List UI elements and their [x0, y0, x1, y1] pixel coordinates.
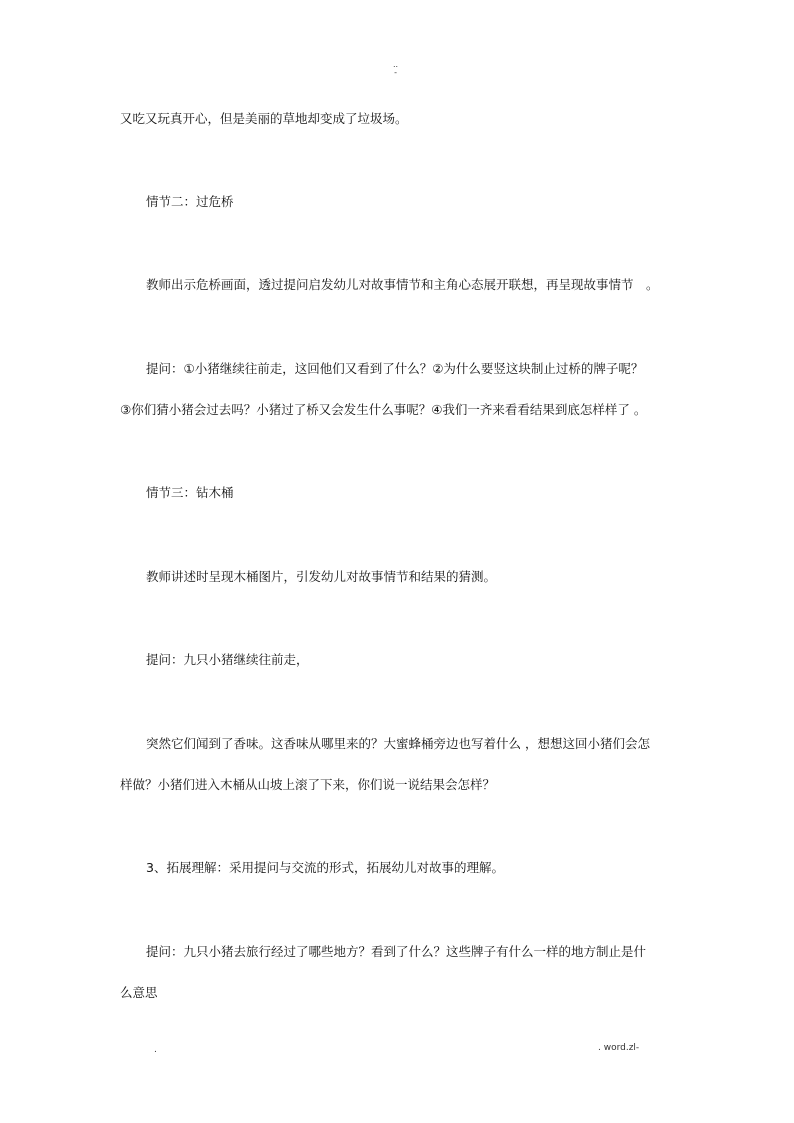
- page-header-mark: [393, 61, 398, 77]
- paragraph-line: 提问：①小猪继续往前走，这回他们又看到了什么？②为什么要竖这块制止过桥的牌子呢？: [146, 361, 644, 376]
- paragraph-line: ③你们猜小猪会过去吗？小猪过了桥又会发生什么事呢？④我们一齐来看看结果到底怎样样了 。: [120, 402, 647, 417]
- footer-left-mark: .: [154, 1045, 157, 1055]
- section-heading: 情节二：过危桥: [146, 194, 234, 209]
- header-mark-top: ..: [393, 60, 399, 69]
- section-heading: 情节三：钻木桶: [146, 485, 234, 500]
- paragraph-line: 教师出示危桥画面，透过提问启发幼儿对故事情节和主角心态展开联想，再呈现故事情节 。: [146, 277, 659, 292]
- paragraph-line: 又吃又玩真开心，但是美丽的草地却变成了垃圾场。: [120, 111, 408, 126]
- paragraph-line: 样做？小猪们进入木桶从山坡上滚了下来，你们说一说结果会怎样？: [120, 777, 496, 792]
- paragraph-line: 提问：九只小猪去旅行经过了哪些地方？看到了什么？这些牌子有什么一样的地方制止是什: [146, 944, 647, 959]
- paragraph-line: 教师讲述时呈现木桶图片，引发幼儿对故事情节和结果的猜测。: [146, 569, 497, 584]
- paragraph-line: 么意思: [120, 985, 158, 1000]
- paragraph-line: 提问：九只小猪继续往前走，: [146, 652, 309, 667]
- footer-right-mark: . word.zl-: [598, 1043, 640, 1053]
- section-heading: 3、拓展理解：采用提问与交流的形式，拓展幼儿对故事的理解。: [146, 860, 504, 875]
- header-mark-bottom: -: [394, 68, 397, 77]
- paragraph-line: 突然它们闻到了香味。这香味从哪里来的？大蜜蜂桶旁边也写着什么 ，想想这回小猪们会怎: [146, 736, 650, 751]
